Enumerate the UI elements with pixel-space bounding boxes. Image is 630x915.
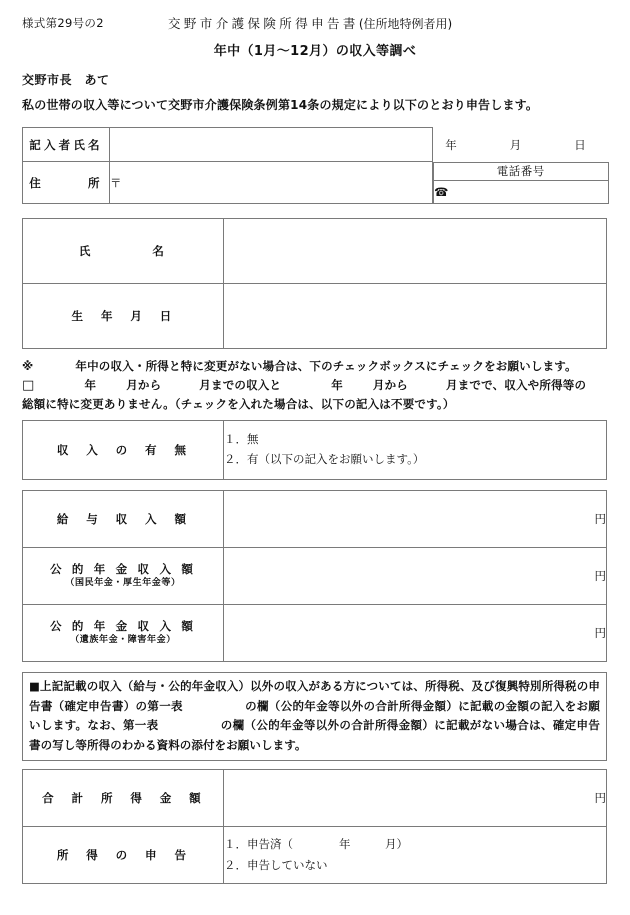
income-presence-label: 収 入 の 有 無	[23, 420, 224, 479]
total-income-label: 合 計 所 得 金 額	[23, 769, 224, 826]
public-pension-income-label	[23, 547, 224, 604]
postal-mark-icon: 〒	[110, 175, 122, 190]
salary-income-field[interactable]	[224, 490, 607, 547]
birthdate-label: 生 年 月 日	[23, 284, 224, 349]
notice-tail: 月までで、収入や所得等の	[446, 377, 587, 392]
phone-cell	[433, 162, 609, 204]
income-presence-option-1[interactable]: １．無	[224, 432, 259, 446]
survivor-pension-income-field[interactable]	[224, 604, 607, 661]
table-row-income-presence	[23, 420, 607, 479]
form-number: 様式第29号の2	[22, 16, 104, 30]
table-row-total-income	[23, 769, 607, 826]
document-title-suffix: (住所地特例者用)	[358, 17, 453, 31]
total-income-table	[22, 769, 607, 884]
telephone-icon: ☎	[434, 184, 449, 199]
person-name-label: 氏 名	[23, 219, 224, 284]
notice-month-from-2: 月から	[372, 377, 409, 392]
table-row-name	[23, 219, 607, 284]
survivor-pension-income-sublabel: （遺族年金・障害年金）	[70, 635, 176, 646]
table-row	[23, 490, 607, 547]
person-table	[22, 218, 607, 349]
public-pension-income-label-text: 公 的 年 金 収 入 額	[49, 561, 197, 576]
total-income-field[interactable]	[224, 769, 607, 826]
notice-line-3: 総額に特に変更ありません。（チェックを入れた場合は、以下の記入は不要です。）	[22, 396, 455, 411]
table-row-birthdate	[23, 284, 607, 349]
notice-month-from: 月から	[126, 377, 162, 392]
notice-marker: ※	[22, 359, 34, 373]
phone-field[interactable]	[434, 180, 609, 203]
address-label: 住 所	[23, 162, 110, 204]
salary-income-label-text: 給 与 収 入 額	[56, 511, 190, 526]
survivor-pension-income-label	[23, 604, 224, 661]
person-name-field[interactable]	[224, 219, 607, 284]
notice-year-from-2: 年	[331, 377, 343, 392]
income-presence-table	[22, 420, 607, 480]
writer-name-label: 記入者氏名	[23, 128, 110, 162]
total-income-yen-unit: 円	[594, 790, 606, 805]
income-presence-options	[224, 420, 607, 479]
notice-line-2	[22, 376, 607, 396]
declaration-options	[224, 826, 607, 883]
header-row	[0, 12, 630, 38]
phone-value-row	[434, 180, 609, 203]
salary-income-yen-unit: 円	[594, 511, 606, 526]
income-amounts-table	[22, 490, 607, 662]
other-income-instructions	[22, 672, 607, 761]
public-pension-yen-unit: 円	[594, 568, 606, 583]
lead-statement: 私の世帯の収入等について交野市介護保険条例第14条の規定により以下のとおり申告します。	[22, 98, 539, 112]
applicant-table	[22, 127, 609, 204]
no-change-checkbox[interactable]: □	[22, 377, 35, 393]
phone-table	[433, 162, 609, 204]
instructions-part-b: の欄（公的年金等以外の合計所得金額）に記載の金額の記入をお願いします。なお、第一表	[29, 698, 600, 733]
no-change-notice	[22, 358, 607, 414]
survivor-pension-income-label-text: 公 的 年 金 収 入 額	[49, 618, 197, 633]
instructions-part-c: の欄（公的年金等以外の合計所得金額）に記載がない場合は、確定申告書の写し等所得のわかる資料の添付をお願いします。	[29, 718, 600, 753]
table-row	[23, 604, 607, 661]
salary-income-label	[23, 490, 224, 547]
instructions-part-a: ■上記記載の収入（給与・公的年金収入）以外の収入がある方については、所得税、及び復興特別所得税の申告書（確定申告書）の第一表	[29, 678, 600, 713]
addressee-line: 交野市長 あて	[22, 73, 110, 87]
document-subtitle: 年中（1月～12月）の収入等調べ	[213, 44, 417, 59]
public-pension-income-field[interactable]	[224, 547, 607, 604]
writer-name-field[interactable]	[110, 128, 433, 162]
notice-line-1	[22, 358, 607, 376]
date-label: 年 月 日	[445, 137, 596, 152]
table-row-address	[23, 162, 609, 204]
document-title-main: 交野市介護保険所得申告書	[168, 16, 359, 31]
table-row-declaration	[23, 826, 607, 883]
table-row-writer-name	[23, 128, 609, 162]
document-title	[168, 14, 452, 32]
declaration-option-1[interactable]: １．申告済（ 年 月）	[224, 837, 408, 852]
declaration-option-2[interactable]: ２．申告していない	[224, 857, 328, 872]
survivor-pension-yen-unit: 円	[594, 625, 606, 640]
income-presence-option-2[interactable]: ２．有（以下の記入をお願いします。）	[224, 451, 425, 466]
form-page	[0, 12, 630, 915]
declaration-label: 所 得 の 申 告	[23, 826, 224, 883]
table-row	[23, 547, 607, 604]
phone-header-row	[434, 162, 609, 180]
notice-line-1-text: 年中の収入・所得と特に変更がない場合は、下のチェックボックスにチェックをお願いします。	[75, 359, 577, 373]
address-field[interactable]	[110, 162, 433, 204]
notice-year-from: 年	[84, 377, 97, 392]
birthdate-field[interactable]	[224, 284, 607, 349]
phone-header-label: 電話番号	[434, 162, 609, 180]
notice-month-to: 月までの収入と	[199, 377, 282, 392]
public-pension-income-sublabel: （国民年金・厚生年金等）	[65, 578, 181, 589]
